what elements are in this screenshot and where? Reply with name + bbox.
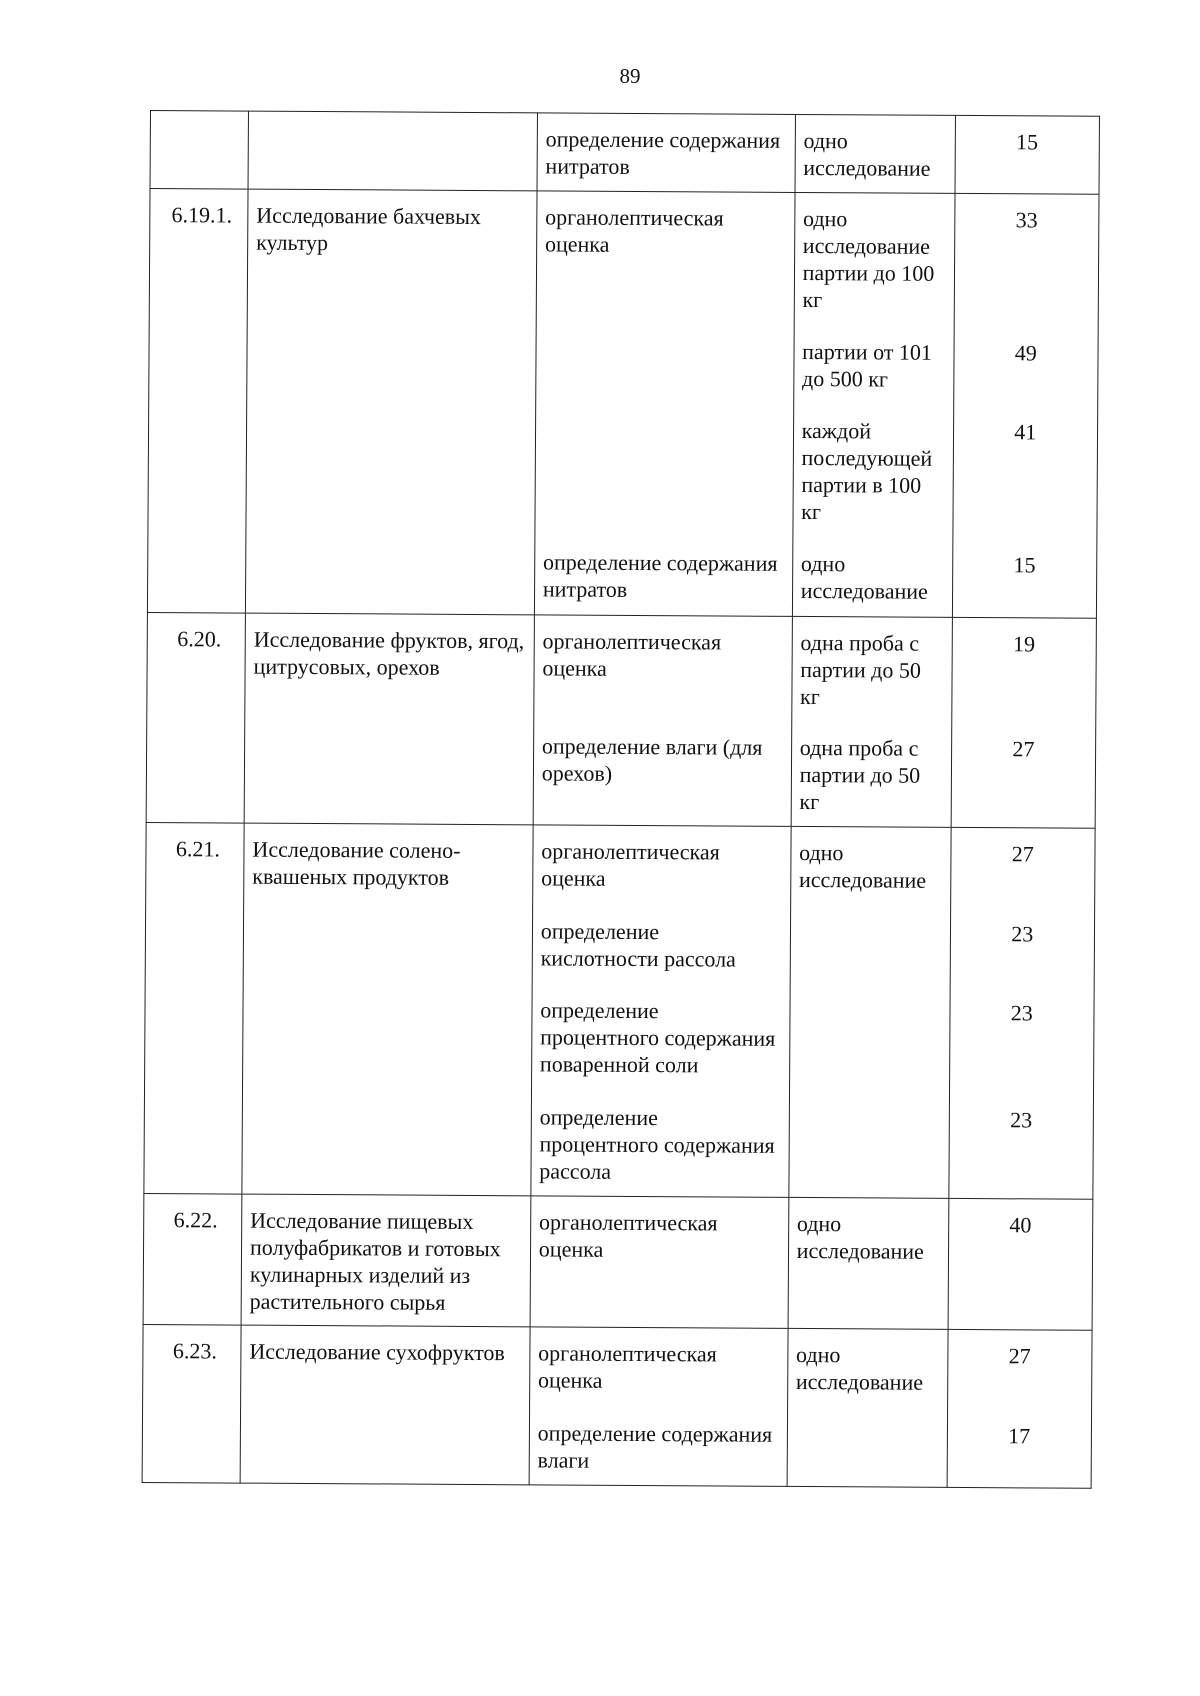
unit-text: каждой последующей партии в 100 кг xyxy=(801,418,933,525)
unit-text: одно исследование xyxy=(800,551,928,604)
item-code xyxy=(150,111,248,190)
unit-text xyxy=(798,998,941,1081)
price-value: 23 xyxy=(1011,920,1034,947)
price-value: 27 xyxy=(1008,1343,1031,1369)
unit-cell xyxy=(795,114,955,193)
unit-text xyxy=(797,1105,940,1188)
price-value: 15 xyxy=(1013,552,1036,578)
price-cell xyxy=(952,194,1099,618)
price-cell xyxy=(948,828,1095,1200)
method-text: определение процентного содержания поваренной соли xyxy=(539,997,776,1078)
price-value: 40 xyxy=(1009,1212,1032,1238)
price-value: 27 xyxy=(1011,841,1034,867)
unit-text xyxy=(795,1421,938,1477)
unit-cell xyxy=(789,827,951,1199)
item-code: 6.19.1. xyxy=(147,189,248,613)
method-cell xyxy=(537,113,795,193)
price-table xyxy=(142,110,1100,1489)
unit-text: одно исследование xyxy=(795,1342,924,1395)
method-cell xyxy=(529,1327,788,1487)
method-text: органолептическая оценка xyxy=(541,838,720,892)
method-text: определение содержания влаги xyxy=(537,1419,773,1473)
method-text: определение содержания нитратов xyxy=(545,126,781,179)
price-value: 41 xyxy=(1014,419,1037,445)
method-cell xyxy=(530,1196,789,1329)
unit-text: одна проба с партии до 50 кг xyxy=(800,629,921,709)
item-name: Исследование сухофруктов xyxy=(240,1325,530,1485)
unit-text: партии от 101 до 500 кг xyxy=(801,339,933,392)
unit-text: одна проба с партии до 50 кг xyxy=(799,735,921,815)
table-row xyxy=(150,111,1099,195)
unit-text xyxy=(798,919,941,975)
method-text: определение процентного содержания рассола xyxy=(539,1104,775,1184)
method-text: органолептическая оценка xyxy=(542,627,722,681)
item-code: 6.22. xyxy=(143,1194,242,1326)
item-name: Исследование бахчевых культур xyxy=(245,190,536,615)
price-value: 19 xyxy=(1012,630,1036,656)
item-code: 6.23. xyxy=(142,1325,241,1484)
item-name xyxy=(248,111,537,191)
method-text: определение содержания нитратов xyxy=(542,549,778,602)
unit-text: одно исследование xyxy=(803,127,931,181)
item-name: Исследование фруктов, ягод, цитрусовых, орехов xyxy=(244,613,534,825)
unit-text: одно исследование xyxy=(796,1211,924,1264)
price-value: 49 xyxy=(1014,340,1037,366)
page-number: 89 xyxy=(619,64,641,88)
table-row xyxy=(144,823,1095,1200)
unit-cell xyxy=(792,193,954,617)
method-text xyxy=(544,337,785,393)
price-cell xyxy=(948,1199,1093,1331)
unit-cell xyxy=(787,1329,948,1488)
method-text: органолептическая оценка xyxy=(537,1340,717,1393)
unit-text: одно исследование xyxy=(798,840,927,893)
method-cell xyxy=(531,825,791,1197)
price-value: 17 xyxy=(1008,1422,1031,1448)
unit-text: одно исследование партии до 100 кг xyxy=(802,206,935,313)
method-text: органолептическая оценка xyxy=(538,1209,718,1262)
method-cell xyxy=(534,191,794,616)
item-name: Исследование пищевых полуфабрикатов и готовых кулинарных изделий из растительного сырья xyxy=(241,1194,531,1327)
method-text xyxy=(543,416,785,526)
price-cell xyxy=(947,1330,1092,1489)
price-value: 23 xyxy=(1010,1106,1033,1133)
unit-cell xyxy=(788,1198,949,1330)
table-row xyxy=(143,1194,1093,1331)
table-row xyxy=(147,189,1099,618)
method-text: определение кислотности рассола xyxy=(540,918,736,972)
price-cell xyxy=(955,115,1100,194)
unit-cell xyxy=(791,616,952,828)
price-value: 33 xyxy=(1015,207,1038,233)
method-cell xyxy=(533,614,792,826)
price-cell xyxy=(951,617,1097,829)
price-value: 15 xyxy=(1016,129,1039,155)
price-value: 27 xyxy=(1012,736,1035,762)
price-value: 23 xyxy=(1010,1000,1033,1026)
item-name: Исследование солено-квашеных продуктов xyxy=(242,823,533,1196)
table-row xyxy=(142,1325,1092,1489)
item-code: 6.21. xyxy=(144,823,244,1194)
item-code: 6.20. xyxy=(146,612,245,823)
method-text: определение влаги (для орехов) xyxy=(541,733,763,787)
method-text: органолептическая оценка xyxy=(544,204,724,258)
table-row xyxy=(146,612,1096,829)
